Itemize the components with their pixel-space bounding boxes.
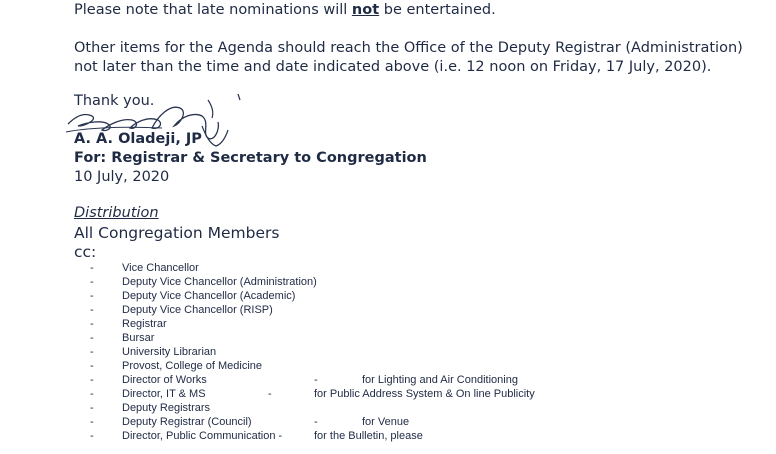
bullet-dash: - [90,276,94,288]
agenda-line-2: not later than the time and date indicated above (i.e. 12 noon on Friday, 17 July, 2020). [74,59,712,75]
cc-purpose-note: for Venue [362,416,410,428]
note-dash: - [314,374,318,386]
distribution-heading: Distribution [74,205,159,221]
bullet-dash: - [90,290,94,302]
agenda-line-1: Other items for the Agenda should reach the Office of the Deputy Registrar (Administration) [74,40,743,56]
late-text-post: be entertained. [379,2,496,18]
bullet-dash: - [90,318,94,330]
cc-purpose-note: for Public Address System & On line Publicity [314,388,535,400]
bullet-dash: - [90,346,94,358]
bullet-dash: - [90,332,94,344]
cc-purpose-note: for the Bulletin, please [314,430,423,442]
cc-recipient: Director, Public Communication - [122,430,283,442]
cc-recipient: Deputy Vice Chancellor (Academic) [122,290,296,302]
late-text-emphasis: not [351,2,380,18]
bullet-dash: - [90,388,94,400]
cc-recipient: Deputy Vice Chancellor (Administration) [122,276,317,288]
bullet-dash: - [90,374,94,386]
all-members-line: All Congregation Members [74,224,280,242]
cc-label: cc: [74,243,97,261]
bullet-dash: - [90,262,94,274]
cc-recipient: Director, IT & MS [122,388,206,400]
cc-recipient: Deputy Vice Chancellor (RISP) [122,304,273,316]
cc-recipient: University Librarian [122,346,217,358]
bullet-dash: - [90,360,94,372]
letter-date: 10 July, 2020 [74,169,170,185]
cc-recipient: Deputy Registrars [122,402,211,414]
cc-recipient: Deputy Registrar (Council) [122,416,252,428]
bullet-dash: - [90,416,94,428]
thank-you-text: Thank you. [74,93,155,109]
cc-recipient: Vice Chancellor [122,262,199,274]
cc-recipient: Bursar [122,332,155,344]
bullet-dash: - [90,402,94,414]
note-dash: - [268,388,272,400]
cc-recipient: Registrar [122,318,167,330]
note-dash: - [314,416,318,428]
signatory-title: For: Registrar & Secretary to Congregation [74,150,427,166]
bullet-dash: - [90,304,94,316]
cc-recipient: Provost, College of Medicine [122,360,263,372]
late-nominations-notice [74,0,496,20]
cc-purpose-note: for Lighting and Air Conditioning [362,374,518,386]
late-text-pre: Please note that late nominations will [74,2,352,18]
signatory-name: A. A. Oladeji, JP [74,131,202,147]
cc-recipient: Director of Works [122,374,207,386]
bullet-dash: - [90,430,94,442]
